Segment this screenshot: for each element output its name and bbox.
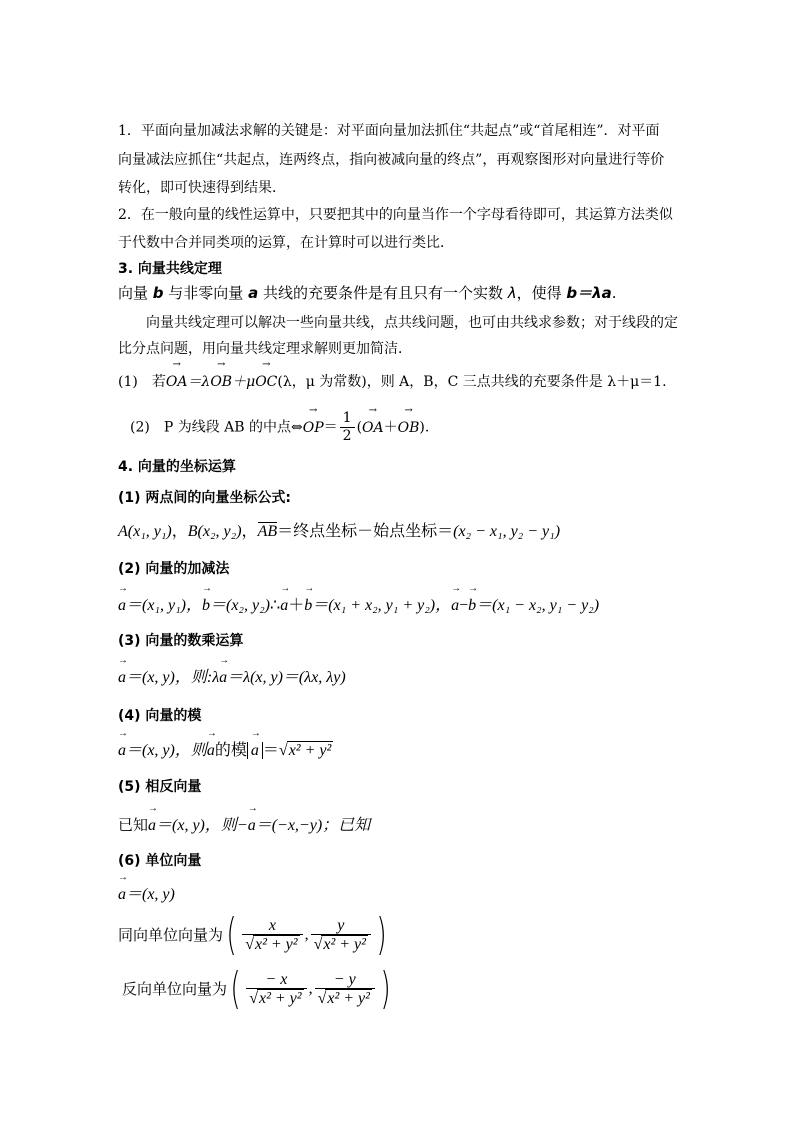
vector-oc: → OC: [255, 373, 277, 391]
radicand: x² + y²: [288, 742, 332, 759]
theorem-text: ，使得: [516, 284, 567, 302]
vector-b: b: [152, 284, 164, 302]
numerator: − y: [333, 971, 356, 988]
item-text: ＝λ: [187, 374, 211, 390]
subheading-6: (6) 单位向量: [118, 853, 202, 869]
vector-a: → a: [280, 597, 288, 615]
para-1-line-2: 向量减法应抓住“共起点，连两终点，指向被减向量的终点”，再观察图形对向量进行等价: [118, 152, 665, 168]
vector-a: → a: [118, 669, 126, 687]
radicand: x² + y²: [323, 936, 366, 953]
fraction-x: [242, 917, 302, 953]
para-1-line-3: 转化，即可快速得到结果．: [118, 180, 286, 196]
subheading-5: (5) 相反向量: [118, 779, 202, 795]
note-line-2: 比分点问题，用向量共线定理求解则更加简洁．: [118, 341, 412, 357]
formula-text: ＝终点坐标－始点坐标＝: [277, 521, 454, 540]
separator: ，: [241, 523, 258, 540]
formula-text: ＝(x, y)，则−: [156, 817, 248, 834]
left-paren: (: [226, 909, 237, 960]
denominator: √x² + y²: [315, 988, 375, 1007]
vector-a: → a: [251, 742, 259, 760]
subheading-1: (1) 两点间的向量坐标公式:: [118, 490, 292, 506]
formula-text: ＝(x, y)，则: [126, 742, 207, 759]
radicand: x² + y²: [327, 990, 370, 1007]
unit-label: 同向单位向量为: [118, 926, 224, 944]
radicand: x² + y²: [254, 936, 298, 953]
vector-b: → b: [304, 597, 312, 615]
para-1-line-1: 1．平面向量加减法求解的关键是：对平面向量加法抓住“共起点”或“首尾相连”．对平面: [118, 123, 660, 139]
vector-a: → a: [248, 817, 256, 835]
same-direction-unit: [118, 910, 390, 960]
numerator: x: [268, 917, 276, 934]
vector-a: → a: [451, 597, 459, 615]
vector-a: a: [248, 284, 259, 302]
fraction-y: [311, 917, 371, 953]
numerator: y: [337, 917, 345, 934]
vector-a: → a: [118, 886, 126, 904]
vector-oa: → OA: [362, 419, 384, 437]
item-text: (1) 若: [118, 374, 166, 390]
vector-a: → a: [207, 742, 215, 760]
vector-op: → OP: [303, 419, 324, 437]
formula-text: ＝(x₁ − x₂, y₁ − y₂): [476, 597, 600, 614]
theorem-text: 共线的充要条件是有且只有一个实数: [258, 284, 508, 302]
vector-a: → a: [148, 817, 156, 835]
denominator: √x² + y²: [246, 988, 306, 1007]
item-2: [130, 410, 429, 445]
separator: ,: [304, 926, 309, 943]
point-b: B(x₂, y₂): [187, 523, 242, 540]
vector-a: → a: [118, 742, 126, 760]
item-text: ＋μ: [232, 374, 256, 390]
left-paren: (: [230, 963, 241, 1014]
right-paren: ): [376, 909, 387, 960]
para-2-line-2: 于代数中合并同类项的运算，在计算时可以进行类比．: [118, 235, 454, 251]
formula-scalar: [118, 669, 346, 687]
right-paren: ): [380, 963, 391, 1014]
item-text: ＋: [383, 419, 398, 436]
formula-magnitude: [118, 741, 333, 760]
separator: ，: [171, 523, 188, 540]
vector-b: → b: [202, 597, 210, 615]
radicand: x² + y²: [258, 990, 302, 1007]
subheading-3: (3) 向量的数乘运算: [118, 633, 244, 649]
theorem-statement: [118, 284, 617, 302]
sqrt-sign: √: [278, 742, 288, 759]
fraction-one-half: [340, 410, 355, 445]
formula-text: ＝(x, y): [126, 886, 175, 903]
vector-a: → a: [219, 669, 227, 687]
formula-add-sub: [118, 597, 599, 615]
formula-text: ＝(x₂, y₂): [210, 597, 270, 614]
vector-oa: → OA: [166, 373, 188, 391]
formula-result: ＝(−x,−y)；已知: [255, 817, 371, 834]
formula-text: ＝: [262, 742, 279, 759]
formula-text: −: [459, 597, 469, 614]
heading-collinear-theorem: 3. 向量共线定理: [118, 261, 222, 277]
formula-result: ＝λ(x, y)＝(λx, λy): [227, 669, 346, 686]
formula-text: ＋: [288, 597, 305, 614]
formula-two-point: [118, 522, 560, 541]
therefore-symbol: ∴: [270, 597, 281, 614]
theorem-text: 向量: [118, 284, 153, 302]
item-text: (: [356, 419, 363, 436]
item-text: (2) P 为线段 AB 的中点⇔: [130, 419, 303, 436]
formula-opposite: [118, 816, 370, 835]
denominator: 2: [340, 427, 355, 445]
vector-a: → a: [118, 597, 126, 615]
lambda-symbol: λ: [212, 669, 220, 686]
unit-label: 反向单位向量为: [122, 980, 228, 998]
vector-ob: → OB: [210, 373, 232, 391]
vector-ob: → OB: [398, 419, 420, 437]
subheading-4: (4) 向量的模: [118, 708, 202, 724]
item-text: ).: [419, 419, 430, 436]
vector-ab: AB: [257, 523, 278, 540]
opposite-direction-unit: [122, 964, 394, 1014]
vector-b: → b: [468, 597, 476, 615]
formula-text: 的模: [214, 740, 247, 759]
formula-result: (x₂ − x₁, y₂ − y₁): [453, 523, 561, 540]
lambda-symbol: λ: [507, 284, 517, 302]
theorem-text: .: [611, 284, 617, 302]
item-text: ＝: [323, 419, 338, 436]
formula-text: ＝(x, y)，则:: [126, 669, 213, 686]
theorem-equation: b＝λa: [566, 284, 612, 302]
denominator: √x² + y²: [311, 934, 371, 953]
subheading-2: (2) 向量的加减法: [118, 561, 230, 577]
para-2-line-1: 2．在一般向量的线性运算中，只要把其中的向量当作一个字母看待即可，其运算方法类似: [118, 207, 673, 223]
formula-unit-vector: [118, 886, 175, 904]
denominator: √x² + y²: [242, 934, 302, 953]
item-1: [118, 373, 667, 391]
heading-coordinate-operations: 4. 向量的坐标运算: [118, 459, 236, 475]
separator: ,: [308, 980, 313, 997]
formula-text: ＝(x₁, y₁)，: [126, 597, 202, 614]
item-text: (λ，μ 为常数)，则 A，B，C 三点共线的充要条件是 λ＋μ＝1.: [277, 374, 667, 390]
numerator: 1: [342, 410, 352, 426]
theorem-text: 与非零向量: [163, 284, 249, 302]
formula-text: ＝(x₁ + x₂, y₁ + y₂)，: [312, 597, 452, 614]
formula-text: 已知: [118, 816, 149, 834]
fraction-neg-y: [315, 971, 375, 1007]
numerator: − x: [265, 971, 288, 988]
fraction-neg-x: [246, 971, 306, 1007]
point-a: A(x₁, y₁): [118, 523, 172, 540]
note-line-1: 向量共线定理可以解决一些向量共线，点共线问题，也可由共线求参数；对于线段的定: [146, 315, 678, 331]
